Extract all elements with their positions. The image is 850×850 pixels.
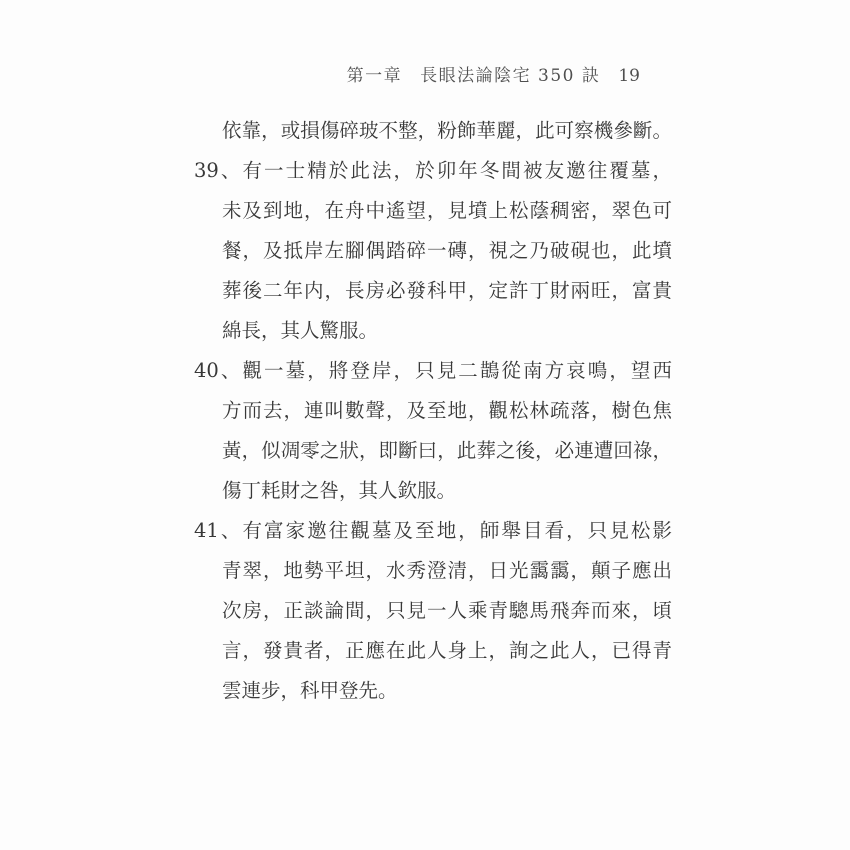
- text-line: 葬後二年内，長房必發科甲，定許丁財兩旺，富貴: [222, 279, 672, 302]
- text-line: 餐，及抵岸左腳偶踏碎一磚，視之乃破硯也，此墳: [222, 239, 672, 262]
- text-block: [194, 111, 672, 711]
- text-line: 黃，似凋零之狀，即斷曰，此葬之後，必連遭回祿，: [222, 439, 672, 462]
- text-line: 次房，正談論間，只見一人乘青驄馬飛奔而來，頃: [222, 599, 672, 622]
- text-line: 青翠，地勢平坦，水秀澄清，日光靄靄，顛子應出: [222, 559, 672, 582]
- page-number: 19: [618, 66, 640, 86]
- text-line: 言，發貴者，正應在此人身上，詢之此人，已得青: [222, 639, 672, 662]
- paragraph-start-line: 41、有富家邀往觀墓及至地，師舉目看，只見松影: [194, 519, 672, 542]
- text-line: 雲連步，科甲登先。: [222, 679, 398, 702]
- paragraph-start-line: 39、有一士精於此法，於卯年冬間被友邀往覆墓，: [194, 159, 672, 182]
- text-line: 傷丁耗財之咎，其人欽服。: [222, 479, 457, 502]
- chapter-title: 長眼法論陰宅 350 訣: [420, 66, 601, 86]
- text-line: 方而去，連叫數聲，及至地，觀松林疏落，樹色焦: [222, 399, 672, 422]
- text-line: 依靠，或損傷碎玻不整，粉飾華麗，此可察機參斷。: [222, 119, 672, 142]
- paragraph-start-line: 40、觀一墓，將登岸，只見二鵲從南方哀鳴，望西: [194, 359, 672, 382]
- running-header: [347, 61, 640, 86]
- text-line: 綿長，其人驚服。: [222, 319, 379, 342]
- text-line: 未及到地，在舟中遙望，見墳上松蔭稠密，翠色可: [222, 199, 672, 222]
- chapter-label: 第一章: [346, 66, 403, 86]
